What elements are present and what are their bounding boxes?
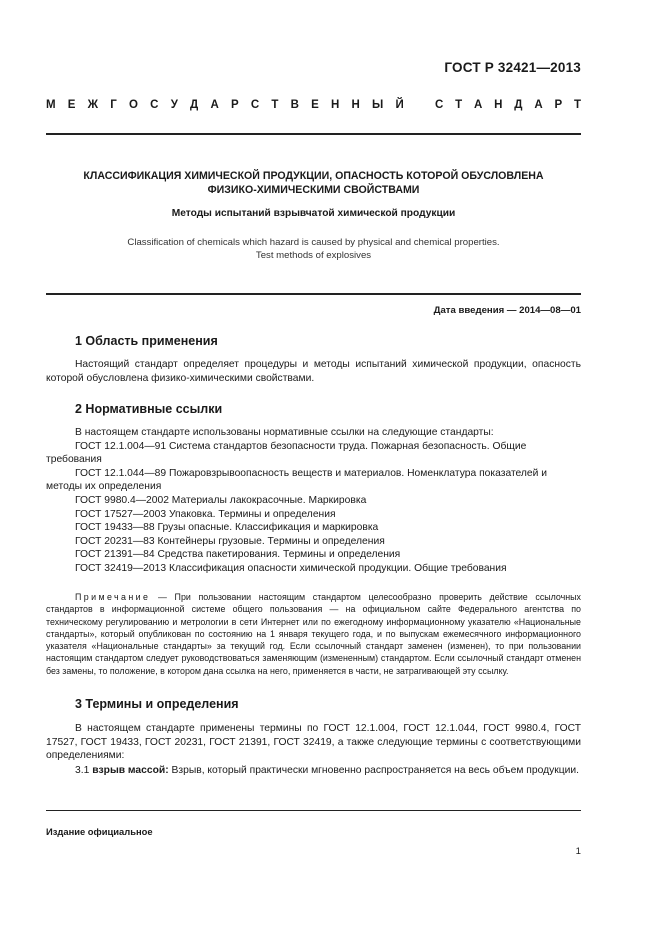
reference-item: ГОСТ 20231—83 Контейнеры грузовые. Термины и определения <box>75 535 385 547</box>
term-number: 3.1 <box>75 765 90 776</box>
standard-type-w1-letter: О <box>129 99 138 111</box>
reference-item: ГОСТ 12.1.044—89 Пожаровзрывоопасность веществ и материалов. Номенклатура показателей и методы их определения <box>46 467 548 493</box>
standard-type-w1-letter: Е <box>67 99 76 111</box>
standard-type-w1-letter: Н <box>351 99 360 111</box>
title-en-line-1: Classification of chemicals which hazard is caused by physical and chemical properties. <box>127 237 500 248</box>
standard-type-w1-letter: Г <box>110 99 117 111</box>
reference-item: ГОСТ 21391—84 Средства пакетирования. Термины и определения <box>75 549 401 561</box>
section-3-heading: 3 Термины и определения <box>75 697 239 711</box>
reference-item: ГОСТ 9980.4—2002 Материалы лакокрасочные. Маркировка <box>75 494 367 506</box>
standard-type-word-interstate <box>46 99 404 111</box>
normative-references-list <box>46 426 581 576</box>
standard-type-w1-letter: Ы <box>372 99 384 111</box>
references-intro: В настоящем стандарте использованы нормативные ссылки на следующие стандарты: <box>75 427 494 438</box>
introduction-date: Дата введения — 2014—08—01 <box>433 305 581 316</box>
reference-item: ГОСТ 19433—88 Грузы опасные. Классификация и маркировка <box>75 522 379 534</box>
gost-number: ГОСТ Р 32421—2013 <box>444 60 581 75</box>
standard-type-w1-letter: Й <box>395 99 404 111</box>
reference-item: ГОСТ 17527—2003 Упаковка. Термины и определения <box>75 508 336 520</box>
section-1-text: Настоящий стандарт определяет процедуры и методы испытаний химической продукции, опасность которой обусловлена физико-химическими свойствами. <box>46 359 581 384</box>
reference-item: ГОСТ 12.1.004—91 Система стандартов безопасности труда. Пожарная безопасность. Общие требования <box>46 440 527 466</box>
standard-type-w2-letter: С <box>435 99 444 111</box>
section-3-intro: В настоящем стандарте применены термины по ГОСТ 12.1.004, ГОСТ 12.1.044, ГОСТ 9980.4, ГОСТ 17527, ГОСТ 19433, ГОСТ 20231, ГОСТ 21391, ГОСТ 32419, а также следующие термины с соответствующими определениями: <box>46 723 581 762</box>
standard-type-w2-letter: Н <box>494 99 503 111</box>
standard-type-heading <box>46 99 581 111</box>
standard-type-w1-letter: С <box>250 99 260 111</box>
standard-type-w2-letter: А <box>534 99 543 111</box>
standard-type-w2-letter: А <box>474 99 483 111</box>
section-2-heading: 2 Нормативные ссылки <box>75 402 223 416</box>
title-ru-line-2: ФИЗИКО-ХИМИЧЕСКИМИ СВОЙСТВАМИ <box>207 184 420 196</box>
standard-type-w2-letter: Т <box>455 99 463 111</box>
title-en-line-2: Test methods of explosives <box>255 250 372 261</box>
standard-type-w2-letter: Р <box>554 99 563 111</box>
standard-type-w1-letter: У <box>170 99 178 111</box>
title-ru-line-1: КЛАССИФИКАЦИЯ ХИМИЧЕСКОЙ ПРОДУКЦИИ, ОПАСНОСТЬ КОТОРОЙ ОБУСЛОВЛЕНА <box>83 170 544 182</box>
standard-type-w1-letter: А <box>210 99 219 111</box>
reference-item: ГОСТ 32419—2013 Классификация опасности химической продукции. Общие требования <box>75 562 507 574</box>
standard-type-w1-letter: С <box>150 99 159 111</box>
note-label: Примечание <box>75 592 151 602</box>
references-note <box>46 591 581 677</box>
edition-label: Издание официальное <box>46 826 153 837</box>
standard-type-w1-letter: Т <box>271 99 279 111</box>
term-definition-3-1 <box>46 764 581 778</box>
document-title-ru <box>46 169 581 197</box>
page-number: 1 <box>575 846 581 857</box>
header-divider <box>46 133 581 135</box>
footer-divider <box>46 810 581 811</box>
title-divider <box>46 293 581 295</box>
standard-type-w1-letter: М <box>46 99 56 111</box>
term-name: взрыв массой: <box>92 765 169 776</box>
term-definition: Взрыв, который практически мгновенно распространяется на весь объем продукции. <box>171 765 579 776</box>
section-1-heading: 1 Область применения <box>75 334 218 348</box>
standard-type-w1-letter: В <box>290 99 299 111</box>
note-text: — При пользовании настоящим стандартом целесообразно проверить действие ссылочных стандартов в информационной системе общего пользования — на официальном сайте Федерального агентства по техническому регулированию и метрологии в сети Интернет или по ежегодному информационному указателю «Национальные стандарты», который опубликован по состоянию на 1 января текущего года, и по выпускам ежемесячного информационного указателя «Национальные стандарты» за текущий год. Если ссылочный стандарт заменен (изменен), то при пользовании настоящим стандартом следует руководствоваться заменяющим (измененным) стандартом. Если ссылочный стандарт отменен без замены, то положение, в котором дана ссылка на него, применяется в части, не затрагивающей эту ссылку. <box>46 592 581 676</box>
standard-type-w1-letter: Р <box>230 99 239 111</box>
standard-type-w1-letter: Н <box>330 99 340 111</box>
document-subtitle-ru: Методы испытаний взрывчатой химической продукции <box>171 208 456 219</box>
standard-type-w2-letter: Д <box>514 99 523 111</box>
standard-type-w1-letter: Ж <box>87 99 99 111</box>
standard-type-w1-letter: Д <box>190 99 199 111</box>
standard-type-w1-letter: Е <box>311 99 319 111</box>
document-title-en <box>46 236 581 262</box>
standard-type-word-standard <box>435 99 581 111</box>
standard-type-w2-letter: Т <box>573 99 581 111</box>
